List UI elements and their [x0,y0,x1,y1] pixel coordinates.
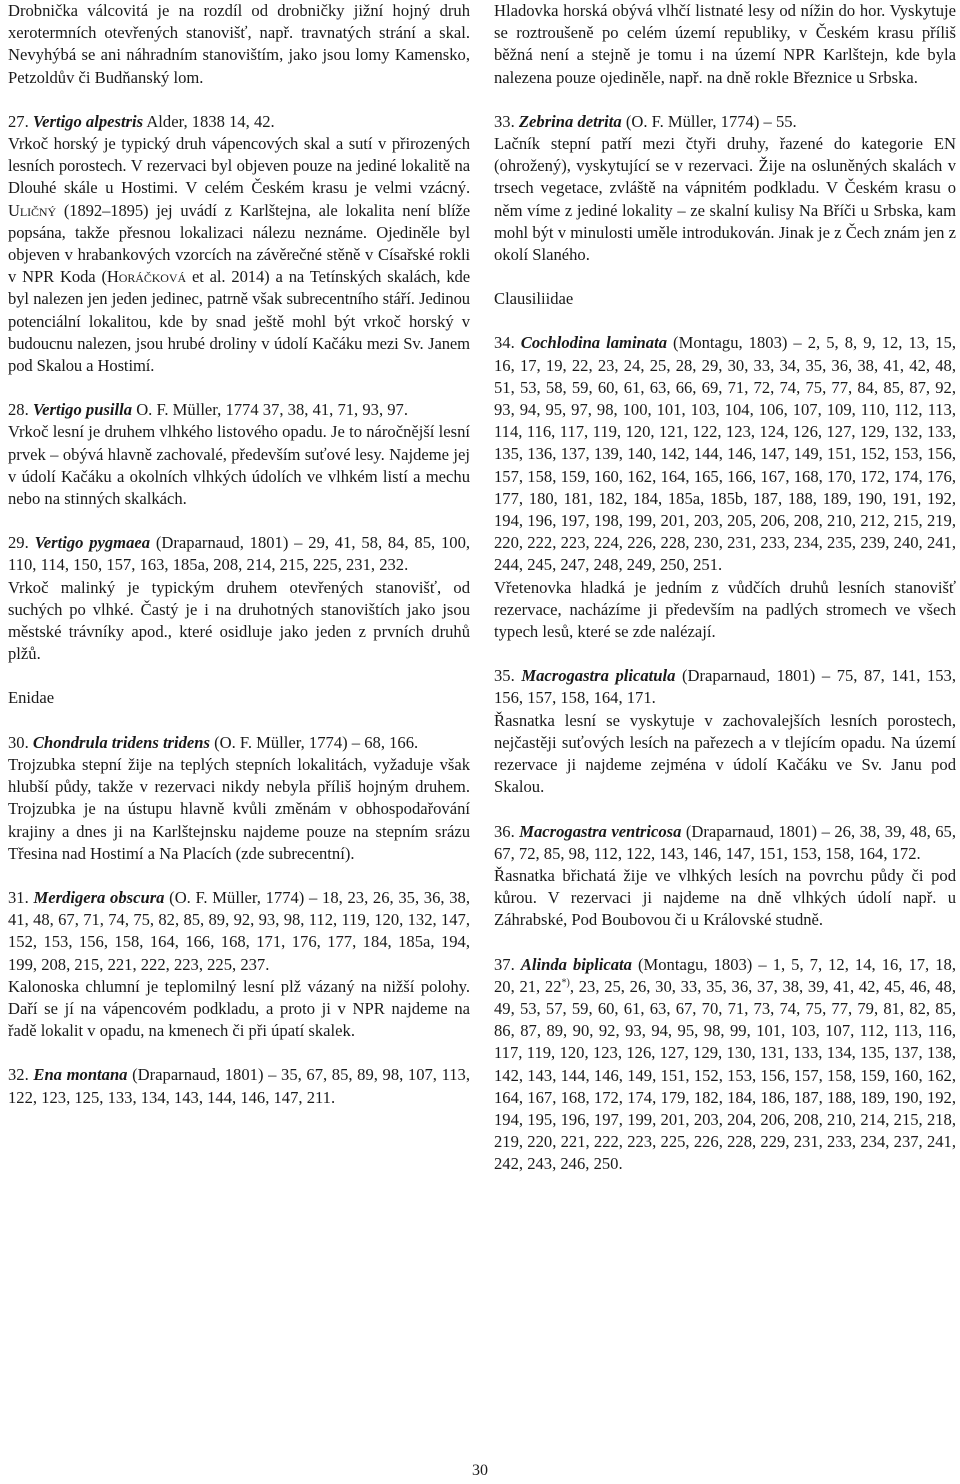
family-heading-enidae: Enidae [8,688,55,708]
footnote-marker: *) [561,977,570,989]
species-33-entry: 33. Zebrina detrita (O. F. Müller, 1774) – 55. [494,111,797,131]
left-column [8,0,470,1109]
paragraph-ruditzia-continuation: Drobnička válcovitá je na rozdíl od drobničky jižní hojný druh xerotermních otevřených stanovišť, např. travnatých strání a skal. Nevyhýbá se ani náhradním stanovištím, jako jsou lomy Kamensko, Petzoldův či Budňanský lom. [8,1,470,87]
species-name: Macrogastra plicatula [521,666,676,686]
species-37-entry: 37. Alinda biplicata (Montagu, 1803) – 1, 5, 7, 12, 14, 16, 17, 18, 20, 21, 22*), 23, 25, 26, 30, 33, 35, 36, 37, 38, 39, 41, 42, 45, 46, 48, 49, 53, 57, 59, 60, 61, 63, 67, 70, 71, 73, 74, 75, 77, 79, 81, 82, 85, 86, 87, 89, 90, 92, 93, 94, 95, 98, 99, 101, 103, 107, 112, 113, 116, 117, 119, 120, 123, 126, 127, 129, 130, 131, 133, 134, 135, 137, 138, 142, 143, 144, 146, 149, 151, 152, 153, 156, 157, 158, 159, 160, 162, 164, 167, 168, 172, 174, 179, 182, 184, 186, 187, 188, 189, 190, 192, 194, 195, 196, 197, 199, 201, 203, 204, 206, 208, 210, 214, 215, 218, 219, 220, 221, 222, 223, 225, 226, 228, 229, 231, 233, 234, 237, 241, 242, 243, 246, 250. [494,954,956,1174]
species-30-description: Trojzubka stepní žije na teplých stepních lokalitách, vyžaduje však hlubší půdy, takže v rezervaci nikdy nebyla příliš hojným druhem. Trojzubka je na ústupu hlavně kvůli změnám v obhospodařování krajiny a dnes ji na Karlštejnsku najdeme pouze na stepním srázu Třesina nad Hostimí a Na Placích (zde subrecentní). [8,754,470,863]
author-name: Uličný [8,200,57,220]
species-29-entry: 29. Vertigo pygmaea (Draparnaud, 1801) – 29, 41, 58, 84, 85, 100, 110, 114, 150, 157, 163, 185a, 208, 214, 215, 225, 231, 232. [8,533,471,575]
species-name: Vertigo pygmaea [34,533,151,553]
species-28-description: Vrkoč lesní je druhem vlhkého listového opadu. Je to náročnější lesní prvek – obývá hlavně zachovalé, především suťové lesy. Najdeme jej v údolí Kačáku a okolních vlhkých údolích ve vlhkém listí a mechu nebo na stinných skalkách. [8,422,470,509]
species-name: Alinda biplicata [520,954,632,974]
paragraph-ena-continuation: Hladovka horská obývá vlhčí listnaté lesy od nížin do hor. Vyskytuje se roztroušeně po celém území republiky, v Českém krasu příliš běžná není a stejně je tomu i na území NPR Karlštejn, kde byla nalezena pouze ojediněle, např. na dně rokle Březnice u Srbska. [494,1,956,87]
species-27-entry: 27. Vertigo alpestris Alder, 1838 14, 42. [8,111,275,131]
right-column [494,0,956,1176]
species-name: Macrogastra ventricosa [519,821,682,841]
species-name: Ena montana [33,1065,128,1085]
species-29-description: Vrkoč malinký je typickým druhem otevřených stanovišť, od suchých po vlhké. Častý je i na druhotných stanovištích jako jsou městské trávníky apod., které osidluje jako jeden z prvních druhů plžů. [8,577,470,664]
species-27-description: Vrkoč horský je typický druh vápencových skal a sutí v přirozených lesních porostech. V rezervaci byl objeven pouze na jediné lokalitě na Dlouhé skále u Hostimi. V celém Českém krasu je velmi vzácný. Uličný (1892–1895) jej uvádí z Karlštejna, ale lokalita není blíže popsána, takže přesnou lokalizaci nálezu neznáme. Ojediněle byl objeven v hrabankových vzorcích na závěrečné stěně v Císařské rokli v NPR Koda (Horáčková et al. 2014) a na Tetínských skalách, kde byl nalezen jen jeden jedinec, patrně však subrecentního stáří. Jedinou potenciální lokalitou, kde by snad ještě mohl být vrkoč horský v budoucnu nalezen, jsou hrubé droliny v údolí Kačáku mezi Sv. Janem pod Skalou a Hostimí. [8,134,470,376]
species-name: Zebrina detrita [518,111,622,131]
author-name: Horáčková [106,267,187,287]
species-32-entry: 32. Ena montana (Draparnaud, 1801) – 35, 67, 85, 89, 98, 107, 113, 122, 123, 125, 133, 134, 143, 144, 146, 147, 211. [8,1065,470,1107]
species-34-description: Vřetenovka hladká je jedním z vůdčích druhů lesních stanovišť rezervace, nacházíme ji především na padlých stromech ve všech typech lesů, které se zde nalézají. [494,577,956,642]
species-36-description: Řasnatka břichatá žije ve vlhkých lesích na povrchu půdy či pod kůrou. V rezervaci ji najdeme na dně vlhkých údolí např. u Záhrabské, Pod Boubovou či u Královské studně. [494,865,956,930]
species-name: Merdigera obscura [33,887,165,907]
species-35-description: Řasnatka lesní se vyskytuje v zachovalejších lesních porostech, nejčastěji suťových lesích na pařezech a v tlejícím opadu. Na území rezervace ji najdeme zejména v údolí Kačáku ve Sv. Janu pod Skalou. [494,710,956,797]
species-name: Vertigo pusilla [32,400,133,420]
species-31-entry: 31. Merdigera obscura (O. F. Müller, 1774) – 18, 23, 26, 35, 36, 38, 41, 48, 67, 71, 74, 75, 82, 85, 89, 92, 93, 98, 112, 119, 120, 132, 147, 152, 153, 156, 158, 164, 166, 168, 171, 176, 177, 184, 185a, 194, 199, 208, 215, 221, 222, 223, 225, 237. [8,887,470,974]
species-name: Vertigo alpestris [32,111,144,131]
species-30-entry: 30. Chondrula tridens tridens (O. F. Müller, 1774) – 68, 166. [8,732,419,752]
species-31-description: Kalonoska chlumní je teplomilný lesní plž vázaný na nižší polohy. Daří se jí na vápencovém podkladu, a proto ji v NPR najdeme na řadě lokalit v opadu, na kmenech či při úpatí skalek. [8,976,470,1041]
family-heading-clausiliidae: Clausiliidae [494,289,574,309]
species-36-entry: 36. Macrogastra ventricosa (Draparnaud, 1801) – 26, 38, 39, 48, 65, 67, 72, 85, 98, 112, 122, 143, 146, 147, 151, 153, 158, 164, 172. [494,821,957,863]
species-33-description: Lačník stepní patří mezi čtyři druhy, řazené do kategorie EN (ohrožený), vyskytující se v rezervaci. Žije na osluněných skalách v trsech vegetace, zvláště na vápnitém podkladu. V Českém krasu o něm víme z jediné lokality – ze skalní kulisy Na Bříči u Srbska, kam mohl být v minulosti uměle introdukován. Jinak je z Čech znám jen z okolí Slaného. [494,134,956,265]
species-28-entry: 28. Vertigo pusilla O. F. Müller, 1774 37, 38, 41, 71, 93, 97. [8,400,408,420]
page-number: 30 [472,1462,488,1479]
species-name: Cochlodina laminata [520,333,667,353]
species-34-entry: 34. Cochlodina laminata (Montagu, 1803) – 2, 5, 8, 9, 12, 13, 15, 16, 17, 19, 22, 23, 24, 25, 28, 29, 30, 33, 34, 35, 36, 38, 41, 42, 48, 51, 53, 58, 59, 60, 61, 63, 66, 69, 71, 72, 74, 75, 77, 84, 85, 87, 92, 93, 94, 95, 97, 98, 100, 101, 103, 104, 106, 107, 109, 110, 112, 113, 114, 116, 117, 119, 120, 121, 122, 123, 124, 126, 127, 129, 132, 133, 135, 136, 137, 139, 140, 142, 144, 146, 147, 149, 151, 152, 153, 156, 157, 158, 159, 160, 162, 164, 165, 166, 167, 168, 170, 172, 174, 176, 177, 180, 181, 182, 184, 185a, 185b, 187, 188, 189, 190, 191, 192, 194, 196, 197, 198, 199, 201, 203, 205, 206, 208, 210, 212, 215, 219, 220, 222, 223, 224, 226, 228, 230, 231, 233, 234, 235, 239, 240, 241, 244, 245, 247, 248, 249, 250, 251. [494,333,956,575]
species-name: Chondrula tridens tridens [32,732,210,752]
species-35-entry: 35. Macrogastra plicatula (Draparnaud, 1801) – 75, 87, 141, 153, 156, 157, 158, 164, 171. [494,666,956,708]
